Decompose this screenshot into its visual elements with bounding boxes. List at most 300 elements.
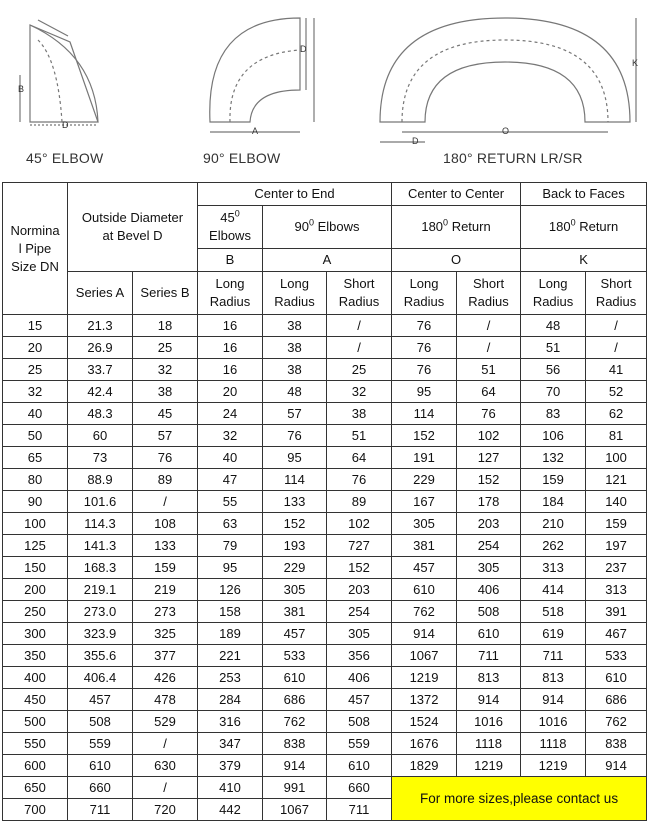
table-cell: / xyxy=(457,337,521,359)
table-row xyxy=(3,601,647,623)
dim-d-label-90: D xyxy=(300,44,307,54)
table-cell: 660 xyxy=(327,777,392,799)
table-cell: 305 xyxy=(457,557,521,579)
table-cell: 50 xyxy=(3,425,68,447)
header-series-b: Series B xyxy=(133,272,198,315)
table-cell: 60 xyxy=(68,425,133,447)
table-cell: 686 xyxy=(586,689,647,711)
table-cell: 38 xyxy=(263,359,327,381)
table-cell: 52 xyxy=(586,381,647,403)
table-cell: 610 xyxy=(263,667,327,689)
table-cell: 76 xyxy=(457,403,521,425)
table-cell: / xyxy=(586,315,647,337)
header-90-word: Elbows xyxy=(317,219,360,234)
table-cell: 178 xyxy=(457,491,521,513)
header-180-return-cc xyxy=(392,206,521,249)
table-cell: 101.6 xyxy=(68,491,133,513)
table-cell: 377 xyxy=(133,645,198,667)
table-cell: / xyxy=(327,337,392,359)
table-cell: 26.9 xyxy=(68,337,133,359)
table-cell: 25 xyxy=(3,359,68,381)
header-180-word-bf: Return xyxy=(579,219,619,234)
header-back-to-faces: Back to Faces xyxy=(521,183,647,206)
table-cell: 313 xyxy=(521,557,586,579)
dim-d-label-45: D xyxy=(62,120,69,130)
table-cell: 356 xyxy=(327,645,392,667)
table-cell: 41 xyxy=(586,359,647,381)
table-cell: 76 xyxy=(263,425,327,447)
header-series-a: Series A xyxy=(68,272,133,315)
header-dn-line3: Size DN xyxy=(11,258,59,274)
table-cell: 48 xyxy=(263,381,327,403)
table-cell: 457 xyxy=(68,689,133,711)
table-cell: 56 xyxy=(521,359,586,381)
table-cell: 381 xyxy=(392,535,457,557)
header-lr-a: Long Radius xyxy=(263,272,327,315)
table-cell: 38 xyxy=(263,337,327,359)
table-cell: / xyxy=(133,777,198,799)
table-cell: 457 xyxy=(392,557,457,579)
table-cell: 51 xyxy=(327,425,392,447)
table-cell: 167 xyxy=(392,491,457,513)
table-cell: 305 xyxy=(263,579,327,601)
table-cell: 203 xyxy=(457,513,521,535)
table-cell: 414 xyxy=(521,579,586,601)
table-cell: 197 xyxy=(586,535,647,557)
table-cell: 88.9 xyxy=(68,469,133,491)
table-cell: 95 xyxy=(263,447,327,469)
header-lr-b: Long Radius xyxy=(198,272,263,315)
table-cell: 25 xyxy=(327,359,392,381)
table-cell: 533 xyxy=(263,645,327,667)
table-cell: 90 xyxy=(3,491,68,513)
dim-k-label: K xyxy=(632,58,639,68)
table-cell: 410 xyxy=(198,777,263,799)
table-cell: 40 xyxy=(198,447,263,469)
table-cell: 51 xyxy=(457,359,521,381)
table-cell: 114 xyxy=(392,403,457,425)
table-cell: 24 xyxy=(198,403,263,425)
table-cell: 1067 xyxy=(392,645,457,667)
table-cell: 711 xyxy=(68,799,133,821)
table-cell: 711 xyxy=(457,645,521,667)
table-cell: 650 xyxy=(3,777,68,799)
table-cell: 95 xyxy=(198,557,263,579)
table-cell: 273.0 xyxy=(68,601,133,623)
table-cell: 1067 xyxy=(263,799,327,821)
table-cell: 237 xyxy=(586,557,647,579)
table-cell: 914 xyxy=(521,689,586,711)
table-cell: 508 xyxy=(68,711,133,733)
table-cell: 20 xyxy=(3,337,68,359)
table-cell: 55 xyxy=(198,491,263,513)
table-cell: 15 xyxy=(3,315,68,337)
table-row xyxy=(3,447,647,469)
table-cell: 914 xyxy=(263,755,327,777)
header-45-elbows xyxy=(198,206,263,249)
table-cell: 32 xyxy=(133,359,198,381)
table-cell: 16 xyxy=(198,315,263,337)
table-cell: 47 xyxy=(198,469,263,491)
header-sr-o: Short Radius xyxy=(457,272,521,315)
table-row xyxy=(3,513,647,535)
table-cell: 347 xyxy=(198,733,263,755)
table-cell: 62 xyxy=(586,403,647,425)
table-row xyxy=(3,689,647,711)
table-cell: 325 xyxy=(133,623,198,645)
table-cell: 20 xyxy=(198,381,263,403)
table-cell: 229 xyxy=(392,469,457,491)
table-cell: 21.3 xyxy=(68,315,133,337)
table-cell: 38 xyxy=(133,381,198,403)
dim-a-label: A xyxy=(252,126,259,136)
header-dn xyxy=(3,183,68,315)
table-cell: 132 xyxy=(521,447,586,469)
table-row xyxy=(3,711,647,733)
table-cell: 76 xyxy=(392,315,457,337)
table-cell: 313 xyxy=(586,579,647,601)
table-cell: 762 xyxy=(392,601,457,623)
table-cell: 762 xyxy=(263,711,327,733)
table-cell: 600 xyxy=(3,755,68,777)
degree-mark: 0 xyxy=(570,217,576,228)
table-cell: 64 xyxy=(457,381,521,403)
table-cell: 83 xyxy=(521,403,586,425)
header-row-1 xyxy=(3,183,647,206)
table-cell: 813 xyxy=(521,667,586,689)
contact-note: For more sizes,please contact us xyxy=(392,777,647,821)
header-letter-a: A xyxy=(263,249,392,272)
table-cell: / xyxy=(327,315,392,337)
header-od-line2: at Bevel D xyxy=(102,228,163,243)
table-cell: 838 xyxy=(263,733,327,755)
header-row-4 xyxy=(3,272,647,315)
table-cell: 350 xyxy=(3,645,68,667)
table-cell: 610 xyxy=(392,579,457,601)
table-cell: 32 xyxy=(327,381,392,403)
elbow90-caption: 90° ELBOW xyxy=(203,150,281,166)
table-cell: 250 xyxy=(3,601,68,623)
table-cell: 200 xyxy=(3,579,68,601)
table-cell: 152 xyxy=(263,513,327,535)
header-lr-k: Long Radius xyxy=(521,272,586,315)
table-cell: 108 xyxy=(133,513,198,535)
table-cell: 100 xyxy=(3,513,68,535)
table-cell: 89 xyxy=(133,469,198,491)
table-cell: 16 xyxy=(198,337,263,359)
table-cell: 89 xyxy=(327,491,392,513)
table-cell: 38 xyxy=(327,403,392,425)
table-row xyxy=(3,645,647,667)
elbow45-drawing xyxy=(20,20,98,125)
table-cell: 102 xyxy=(327,513,392,535)
table-cell: 305 xyxy=(392,513,457,535)
table-cell: 610 xyxy=(457,623,521,645)
table-cell: 33.7 xyxy=(68,359,133,381)
table-cell: 379 xyxy=(198,755,263,777)
table-cell: 51 xyxy=(521,337,586,359)
degree-mark: 0 xyxy=(234,208,240,219)
table-cell: 140 xyxy=(586,491,647,513)
table-cell: 559 xyxy=(327,733,392,755)
header-45-deg: 45 xyxy=(220,210,235,225)
table-cell: 229 xyxy=(263,557,327,579)
table-cell: / xyxy=(133,491,198,513)
header-od xyxy=(68,183,198,272)
header-center-to-center: Center to Center xyxy=(392,183,521,206)
table-cell: 1118 xyxy=(457,733,521,755)
table-cell: 533 xyxy=(586,645,647,667)
table-cell: 478 xyxy=(133,689,198,711)
table-cell: 559 xyxy=(68,733,133,755)
table-cell: 400 xyxy=(3,667,68,689)
table-cell: 125 xyxy=(3,535,68,557)
table-row xyxy=(3,359,647,381)
table-cell: 150 xyxy=(3,557,68,579)
table-cell: 1524 xyxy=(392,711,457,733)
header-180-deg-bf: 180 xyxy=(548,219,571,234)
table-cell: 457 xyxy=(263,623,327,645)
table-cell: 406 xyxy=(457,579,521,601)
table-cell: 127 xyxy=(457,447,521,469)
table-cell: 305 xyxy=(327,623,392,645)
table-cell: 300 xyxy=(3,623,68,645)
table-cell: 1829 xyxy=(392,755,457,777)
table-cell: 45 xyxy=(133,403,198,425)
table-cell: 254 xyxy=(457,535,521,557)
table-cell: 711 xyxy=(327,799,392,821)
table-cell: 381 xyxy=(263,601,327,623)
table-row xyxy=(3,425,647,447)
table-cell: 48.3 xyxy=(68,403,133,425)
table-cell: 1118 xyxy=(521,733,586,755)
table-row xyxy=(3,403,647,425)
table-cell: 442 xyxy=(198,799,263,821)
table-row xyxy=(3,733,647,755)
table-cell: 133 xyxy=(263,491,327,513)
table-cell: 610 xyxy=(586,667,647,689)
table-cell: 63 xyxy=(198,513,263,535)
table-cell: 720 xyxy=(133,799,198,821)
table-cell: 81 xyxy=(586,425,647,447)
table-cell: 1016 xyxy=(457,711,521,733)
table-cell: 76 xyxy=(327,469,392,491)
table-cell: 610 xyxy=(327,755,392,777)
table-cell: 210 xyxy=(521,513,586,535)
table-cell: 838 xyxy=(586,733,647,755)
header-letter-b: B xyxy=(198,249,263,272)
table-cell: 159 xyxy=(521,469,586,491)
table-cell: 141.3 xyxy=(68,535,133,557)
table-cell: 48 xyxy=(521,315,586,337)
table-cell: 700 xyxy=(3,799,68,821)
table-cell: 219.1 xyxy=(68,579,133,601)
table-cell: 610 xyxy=(68,755,133,777)
table-cell: / xyxy=(133,733,198,755)
table-cell: 57 xyxy=(263,403,327,425)
dimension-table xyxy=(2,182,647,821)
table-cell: / xyxy=(457,315,521,337)
table-cell: 184 xyxy=(521,491,586,513)
table-cell: 500 xyxy=(3,711,68,733)
table-cell: 121 xyxy=(586,469,647,491)
table-cell: 76 xyxy=(392,337,457,359)
table-cell: 1676 xyxy=(392,733,457,755)
table-row xyxy=(3,579,647,601)
header-sr-a: Short Radius xyxy=(327,272,392,315)
table-cell: 100 xyxy=(586,447,647,469)
table-cell: 316 xyxy=(198,711,263,733)
table-cell: 159 xyxy=(586,513,647,535)
table-cell: 508 xyxy=(327,711,392,733)
table-cell: 1016 xyxy=(521,711,586,733)
table-cell: 406 xyxy=(327,667,392,689)
table-cell: 284 xyxy=(198,689,263,711)
table-cell: 660 xyxy=(68,777,133,799)
dim-b-label: B xyxy=(18,84,25,94)
table-cell: 65 xyxy=(3,447,68,469)
table-cell: 219 xyxy=(133,579,198,601)
table-cell: 323.9 xyxy=(68,623,133,645)
table-row xyxy=(3,315,647,337)
table-cell: 25 xyxy=(133,337,198,359)
table-cell: 518 xyxy=(521,601,586,623)
table-cell: 168.3 xyxy=(68,557,133,579)
table-cell: 18 xyxy=(133,315,198,337)
table-cell: 114 xyxy=(263,469,327,491)
table-cell: 152 xyxy=(327,557,392,579)
table-cell: 529 xyxy=(133,711,198,733)
table-cell: 450 xyxy=(3,689,68,711)
header-dn-line2: l Pipe xyxy=(18,240,52,256)
table-cell: 391 xyxy=(586,601,647,623)
header-lr-o: Long Radius xyxy=(392,272,457,315)
table-cell: 630 xyxy=(133,755,198,777)
header-center-to-end: Center to End xyxy=(198,183,392,206)
header-90-deg: 90 xyxy=(294,219,309,234)
table-cell: 686 xyxy=(263,689,327,711)
table-cell: 106 xyxy=(521,425,586,447)
table-cell: 64 xyxy=(327,447,392,469)
table-cell: 1219 xyxy=(392,667,457,689)
table-cell: 191 xyxy=(392,447,457,469)
header-90-elbows xyxy=(263,206,392,249)
table-cell: 76 xyxy=(392,359,457,381)
table-cell: 32 xyxy=(198,425,263,447)
table-cell: 1372 xyxy=(392,689,457,711)
table-cell: 95 xyxy=(392,381,457,403)
table-cell: 203 xyxy=(327,579,392,601)
table-cell: 457 xyxy=(327,689,392,711)
table-body xyxy=(3,183,647,821)
table-cell: 32 xyxy=(3,381,68,403)
table-row xyxy=(3,381,647,403)
header-letter-o: O xyxy=(392,249,521,272)
table-cell: 508 xyxy=(457,601,521,623)
table-cell: 1219 xyxy=(521,755,586,777)
dim-d-label-180: D xyxy=(412,136,419,146)
return180-caption: 180° RETURN LR/SR xyxy=(443,150,583,166)
elbow45-caption: 45° ELBOW xyxy=(26,150,104,166)
table-cell: 550 xyxy=(3,733,68,755)
table-cell: 914 xyxy=(586,755,647,777)
elbow90-drawing xyxy=(210,18,314,132)
table-cell: 813 xyxy=(457,667,521,689)
table-cell: 619 xyxy=(521,623,586,645)
header-45-word: Elbows xyxy=(209,228,251,243)
table-row xyxy=(3,535,647,557)
table-cell: 102 xyxy=(457,425,521,447)
table-cell: 57 xyxy=(133,425,198,447)
table-cell: 1219 xyxy=(457,755,521,777)
table-cell: 762 xyxy=(586,711,647,733)
table-row xyxy=(3,557,647,579)
table-cell: 221 xyxy=(198,645,263,667)
table-cell: 406.4 xyxy=(68,667,133,689)
table-cell: 253 xyxy=(198,667,263,689)
header-dn-line1: Normina xyxy=(10,222,60,238)
table-row xyxy=(3,491,647,513)
degree-mark: 0 xyxy=(308,217,314,228)
table-cell: 273 xyxy=(133,601,198,623)
table-cell: 159 xyxy=(133,557,198,579)
table-row xyxy=(3,667,647,689)
table-cell: 254 xyxy=(327,601,392,623)
table-cell: 991 xyxy=(263,777,327,799)
table-cell: 80 xyxy=(3,469,68,491)
table-cell: 70 xyxy=(521,381,586,403)
header-180-return-bf xyxy=(521,206,647,249)
table-cell: 914 xyxy=(392,623,457,645)
header-180-word-cc: Return xyxy=(451,219,491,234)
table-cell: 40 xyxy=(3,403,68,425)
table-cell: 38 xyxy=(263,315,327,337)
degree-mark: 0 xyxy=(443,217,449,228)
table-cell: 467 xyxy=(586,623,647,645)
table-cell: 73 xyxy=(68,447,133,469)
table-cell: 193 xyxy=(263,535,327,557)
table-cell: 152 xyxy=(392,425,457,447)
table-cell: 42.4 xyxy=(68,381,133,403)
header-sr-k: Short Radius xyxy=(586,272,647,315)
table-row xyxy=(3,755,647,777)
header-od-line1: Outside Diameter xyxy=(81,210,184,225)
table-cell: 262 xyxy=(521,535,586,557)
table-cell: 16 xyxy=(198,359,263,381)
table-cell: 76 xyxy=(133,447,198,469)
table-row xyxy=(3,469,647,491)
table-row xyxy=(3,337,647,359)
table-cell: 133 xyxy=(133,535,198,557)
table-cell: 355.6 xyxy=(68,645,133,667)
table-cell: 152 xyxy=(457,469,521,491)
table-cell: 158 xyxy=(198,601,263,623)
table-cell: 79 xyxy=(198,535,263,557)
elbow-diagrams xyxy=(0,0,650,180)
table-cell: 711 xyxy=(521,645,586,667)
table-row xyxy=(3,623,647,645)
return180-drawing xyxy=(380,18,639,142)
table-cell: 189 xyxy=(198,623,263,645)
dim-o-label: O xyxy=(502,126,510,136)
table-row xyxy=(3,777,647,799)
table-cell: 914 xyxy=(457,689,521,711)
table-cell: / xyxy=(586,337,647,359)
table-cell: 114.3 xyxy=(68,513,133,535)
table-cell: 727 xyxy=(327,535,392,557)
header-letter-k: K xyxy=(521,249,647,272)
table-cell: 126 xyxy=(198,579,263,601)
